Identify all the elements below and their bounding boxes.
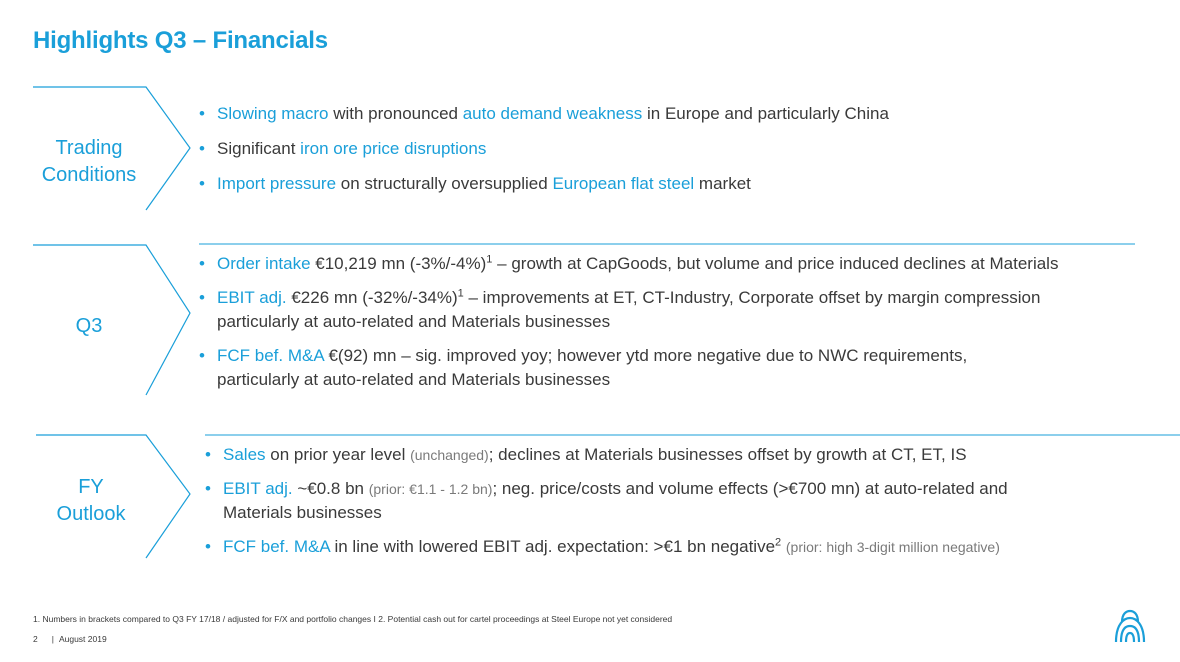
bullet-text: ; declines at Materials businesses offset by growth at CT, ET, IS [488, 445, 967, 464]
section-label [31, 474, 151, 528]
section-label-line: Q3 [75, 315, 103, 337]
bullet-list [199, 252, 1058, 392]
bullet-text: Materials businesses [223, 503, 382, 522]
note-text: (unchanged) [410, 447, 489, 463]
highlight-text: FCF bef. M&A [217, 346, 324, 365]
bullet-text: market [694, 174, 751, 193]
page-footer [33, 634, 107, 644]
footnote-ref: 1 [486, 253, 493, 266]
bullet-text: €226 mn (-32%/-34%) [286, 288, 458, 307]
bullet-text: – improvements at ET, CT-Industry, Corporate offset by margin compression [463, 288, 1041, 307]
note-text: (prior: €1.1 - 1.2 bn) [368, 481, 493, 497]
section-label [29, 135, 149, 189]
bullet-text: €(92) mn – sig. improved yoy; however ytd more negative due to NWC requirements, [323, 346, 968, 365]
footer-separator: | [51, 634, 54, 644]
bullet-list [205, 443, 1008, 559]
footnote: 1. Numbers in brackets compared to Q3 FY 17/18 / adjusted for F/X and portfolio changes I 2. Potential cash out for cartel proceedings at Steel Europe not yet considered [33, 614, 673, 624]
bullet-item [205, 535, 1008, 559]
bullet-text: on structurally oversupplied [336, 174, 553, 193]
note-text: (prior: high 3-digit million negative) [785, 539, 1000, 555]
bullet-list [199, 102, 889, 196]
section-trading-conditions [0, 86, 1180, 216]
bullet-text: ~€0.8 bn [292, 479, 369, 498]
page-number: 2 [33, 634, 38, 644]
highlight-text: Slowing macro [217, 104, 329, 123]
highlight-text: FCF bef. M&A [223, 537, 330, 556]
bullet-text: with pronounced [328, 104, 463, 123]
highlight-text: EBIT adj. [217, 288, 287, 307]
highlight-text: Order intake [217, 254, 311, 273]
footer-date: August 2019 [58, 634, 107, 644]
bullet-text: particularly at auto-related and Materials businesses [217, 370, 611, 389]
bullet-item [199, 252, 1058, 276]
bullet-text: ; neg. price/costs and volume effects (>€700 mn) at auto-related and [492, 479, 1008, 498]
highlight-text: iron ore price disruptions [300, 139, 487, 158]
bullet-item [199, 102, 889, 126]
bullet-text: Significant [217, 139, 301, 158]
highlight-text: EBIT adj. [223, 479, 293, 498]
bullet-text: on prior year level [265, 445, 411, 464]
page-title: Highlights Q3 – Financials [33, 27, 328, 54]
bullet-item [205, 477, 1008, 525]
bullet-text: €10,219 mn (-3%/-4%) [310, 254, 487, 273]
bullet-item [205, 443, 1008, 467]
section-q3 [0, 243, 1180, 403]
section-label-line: Conditions [41, 164, 137, 186]
bullet-text: in line with lowered EBIT adj. expectation: >€1 bn negative [329, 537, 776, 556]
highlight-text: Import pressure [217, 174, 337, 193]
section-label-line: Outlook [56, 503, 126, 525]
section-label [29, 313, 149, 340]
section-label-line: FY [78, 476, 104, 498]
highlight-text: European flat steel [552, 174, 695, 193]
highlight-text: auto demand weakness [462, 104, 643, 123]
highlight-text: Sales [223, 445, 266, 464]
bullet-text: – growth at CapGoods, but volume and price induced declines at Materials [492, 254, 1059, 273]
bullet-item [199, 137, 889, 161]
footnote-ref: 1 [457, 287, 464, 300]
bullet-item [199, 286, 1058, 334]
bullet-item [199, 172, 889, 196]
bullet-text: in Europe and particularly China [642, 104, 889, 123]
footnote-ref: 2 [775, 536, 782, 549]
section-fy-outlook [0, 434, 1180, 564]
bullet-item [199, 344, 1058, 392]
bullet-text: particularly at auto-related and Materials businesses [217, 312, 611, 331]
section-label-line: Trading [55, 137, 123, 159]
thyssenkrupp-arches-icon [1110, 608, 1150, 646]
